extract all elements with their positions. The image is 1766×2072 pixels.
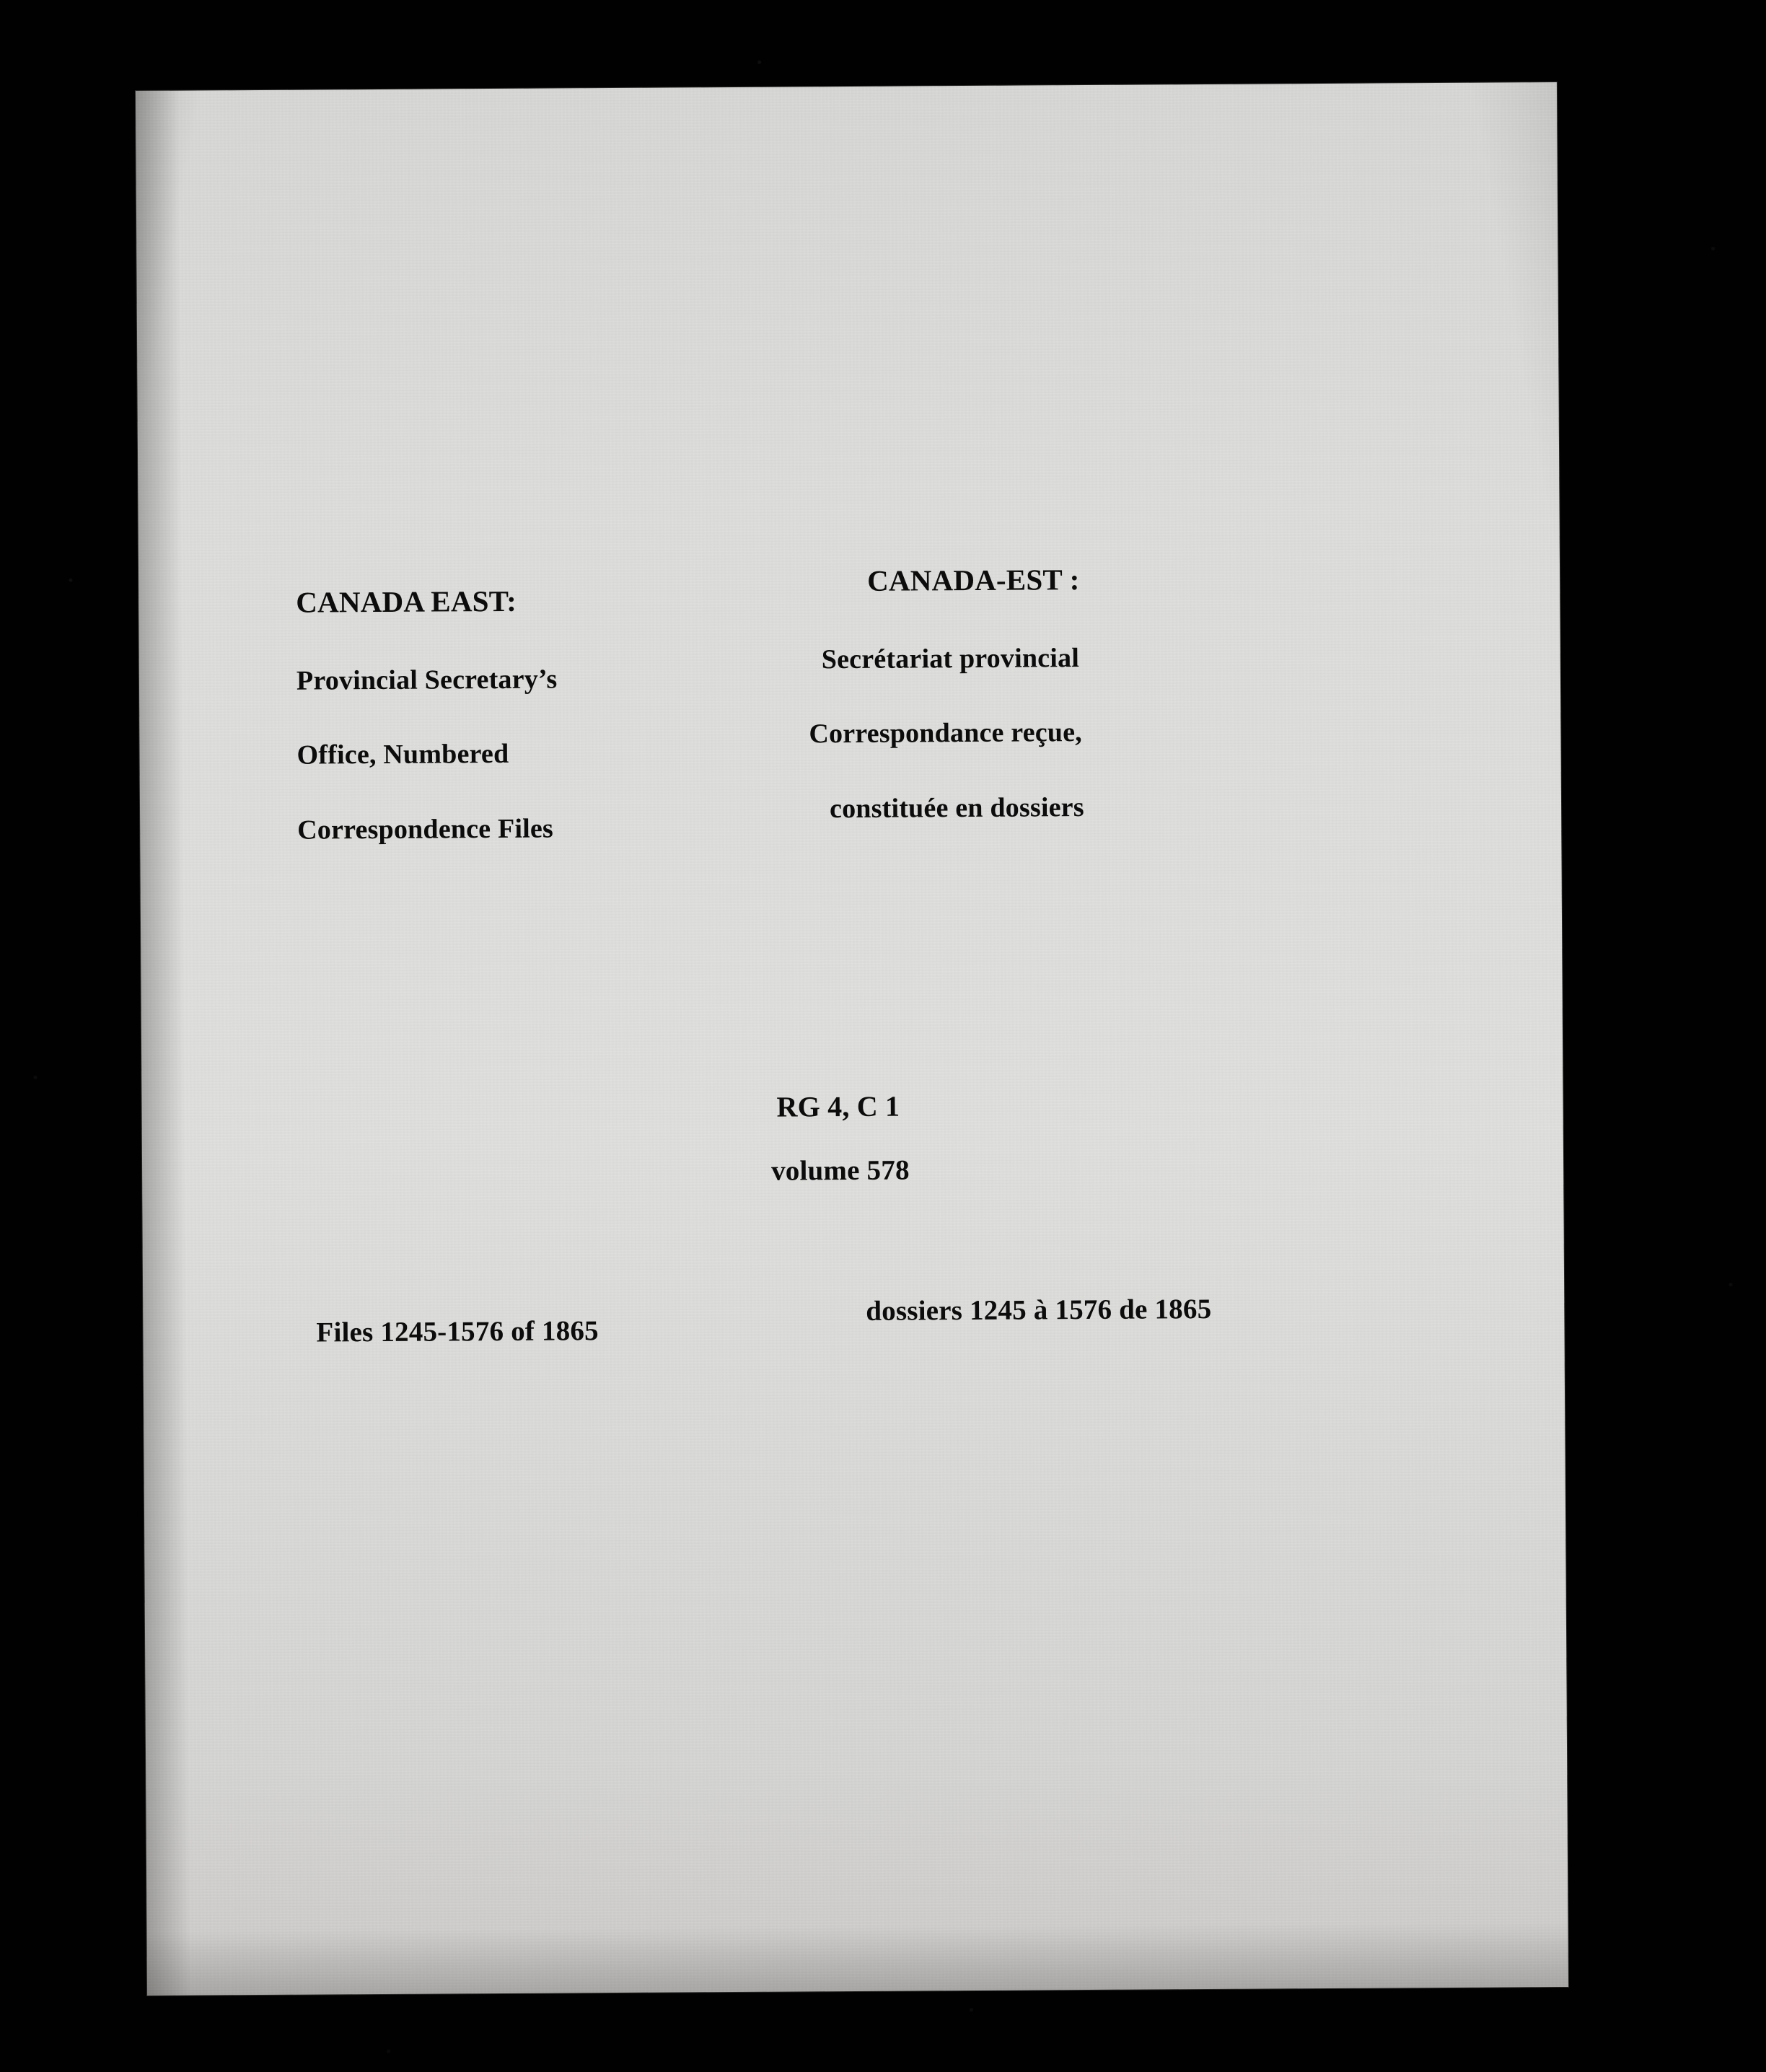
english-heading: CANADA EAST: [296, 584, 517, 619]
record-group-label: RG 4, C 1 [776, 1089, 900, 1123]
page-bottom-shadow [147, 1922, 1569, 1996]
scanned-page [136, 82, 1568, 1996]
french-line-2: Correspondance reçue, [809, 717, 1083, 750]
french-line-3: constituée en dossiers [829, 792, 1084, 825]
french-files-range: dossiers 1245 à 1576 de 1865 [866, 1293, 1212, 1327]
french-heading: CANADA-EST : [866, 563, 1080, 597]
english-line-3: Correspondence Files [297, 813, 554, 846]
french-line-1: Secrétariat provincial [821, 643, 1080, 675]
volume-label: volume 578 [770, 1154, 910, 1187]
english-files-range: Files 1245-1576 of 1865 [316, 1315, 599, 1348]
page-left-shadow [136, 91, 190, 1996]
english-line-2: Office, Numbered [296, 738, 509, 771]
english-line-1: Provincial Secretary’s [296, 664, 558, 696]
paper-grain-overlay [136, 82, 1568, 1996]
